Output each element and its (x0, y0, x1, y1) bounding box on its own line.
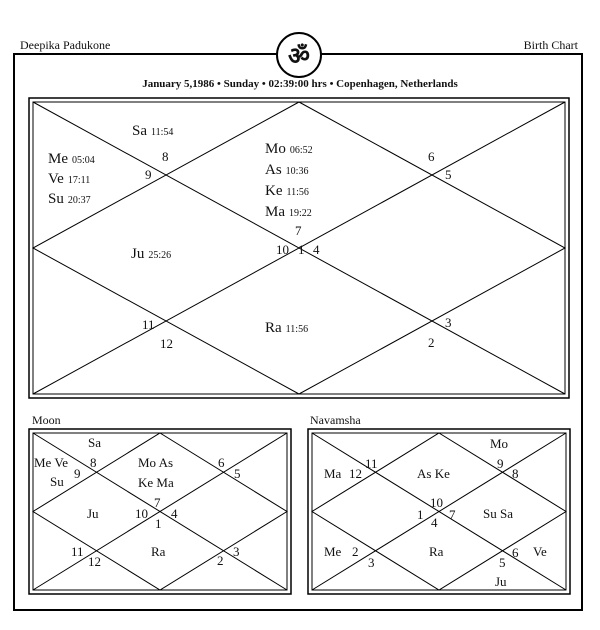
planet-saturn: Sa 11:54 (132, 123, 174, 139)
house-number: 1 (417, 507, 424, 522)
house-number: 8 (512, 466, 519, 481)
house-number: 11 (365, 456, 378, 471)
house-number: 10 (430, 495, 443, 510)
house-number: 4 (171, 506, 178, 521)
planet-ascendant: As 10:36 (265, 162, 309, 178)
house-number: 9 (145, 167, 152, 182)
planet-group: As Ke (417, 466, 450, 481)
house-number: 7 (449, 507, 456, 522)
planet-group: Ra (151, 544, 166, 559)
house-number: 6 (218, 455, 225, 470)
house-number: 1 (155, 516, 162, 531)
planet-mars: Ma 19:22 (265, 204, 312, 220)
main-birth-chart (28, 97, 570, 399)
planet-group: Ke Ma (138, 475, 174, 490)
planet-group: Ra (429, 544, 444, 559)
house-number: 4 (313, 242, 320, 257)
planet-group: Ju (495, 574, 507, 589)
house-number: 5 (445, 167, 452, 182)
house-number: 3 (233, 544, 240, 559)
planet-group: Ve (533, 544, 547, 559)
planet-group: Ma (324, 466, 342, 481)
house-number: 4 (431, 515, 438, 530)
house-number: 9 (497, 456, 504, 471)
house-number: 10 (276, 242, 289, 257)
planet-group: Mo As (138, 455, 174, 470)
house-number: 7 (154, 495, 161, 510)
house-number: 7 (295, 223, 302, 238)
house-number: 12 (88, 554, 101, 569)
planet-group: Sa (88, 435, 101, 450)
house-number: 3 (445, 315, 452, 330)
house-number: 1 (298, 242, 305, 257)
planet-group: Ju (87, 506, 99, 521)
planet-group: Su Sa (483, 506, 513, 521)
chart-grid-lines (312, 433, 566, 590)
house-number: 6 (512, 545, 519, 560)
planet-sun: Su 20:37 (48, 191, 91, 207)
planet-group: Mo (490, 436, 509, 451)
navamsha-chart (307, 428, 571, 595)
planet-group: Me (324, 544, 342, 559)
navamsha-chart-label: Navamsha (310, 413, 361, 427)
moon-chart-label: Moon (32, 413, 61, 427)
house-number: 5 (234, 466, 241, 481)
planet-ketu: Ke 11:56 (265, 183, 309, 199)
house-number: 2 (217, 553, 224, 568)
moon-chart (28, 428, 292, 595)
planet-jupiter: Ju 25:26 (131, 246, 172, 262)
house-number: 6 (428, 149, 435, 164)
house-number: 11 (71, 544, 84, 559)
house-number: 5 (499, 555, 506, 570)
house-number: 8 (90, 455, 97, 470)
house-number: 11 (142, 317, 155, 332)
native-name: Deepika Padukone (20, 38, 111, 52)
om-icon: ॐ (276, 32, 322, 78)
house-number: 8 (162, 149, 169, 164)
chart-title: Birth Chart (523, 38, 578, 52)
planet-venus: Ve 17:11 (48, 171, 91, 187)
planet-group: Su (50, 474, 64, 489)
house-number: 2 (428, 335, 435, 350)
planet-mercury: Me 05:04 (48, 151, 95, 167)
house-number: 9 (74, 466, 81, 481)
house-number: 10 (135, 506, 148, 521)
house-number: 12 (349, 466, 362, 481)
planet-moon: Mo 06:52 (265, 141, 313, 157)
house-number: 2 (352, 544, 359, 559)
planet-rahu: Ra 11:56 (265, 320, 309, 336)
house-number: 12 (160, 336, 173, 351)
planet-group: Me Ve (34, 455, 69, 470)
birth-info: January 5,1986 • Sunday • 02:39:00 hrs • Copenhagen, Netherlands (142, 78, 458, 90)
house-number: 3 (368, 555, 375, 570)
